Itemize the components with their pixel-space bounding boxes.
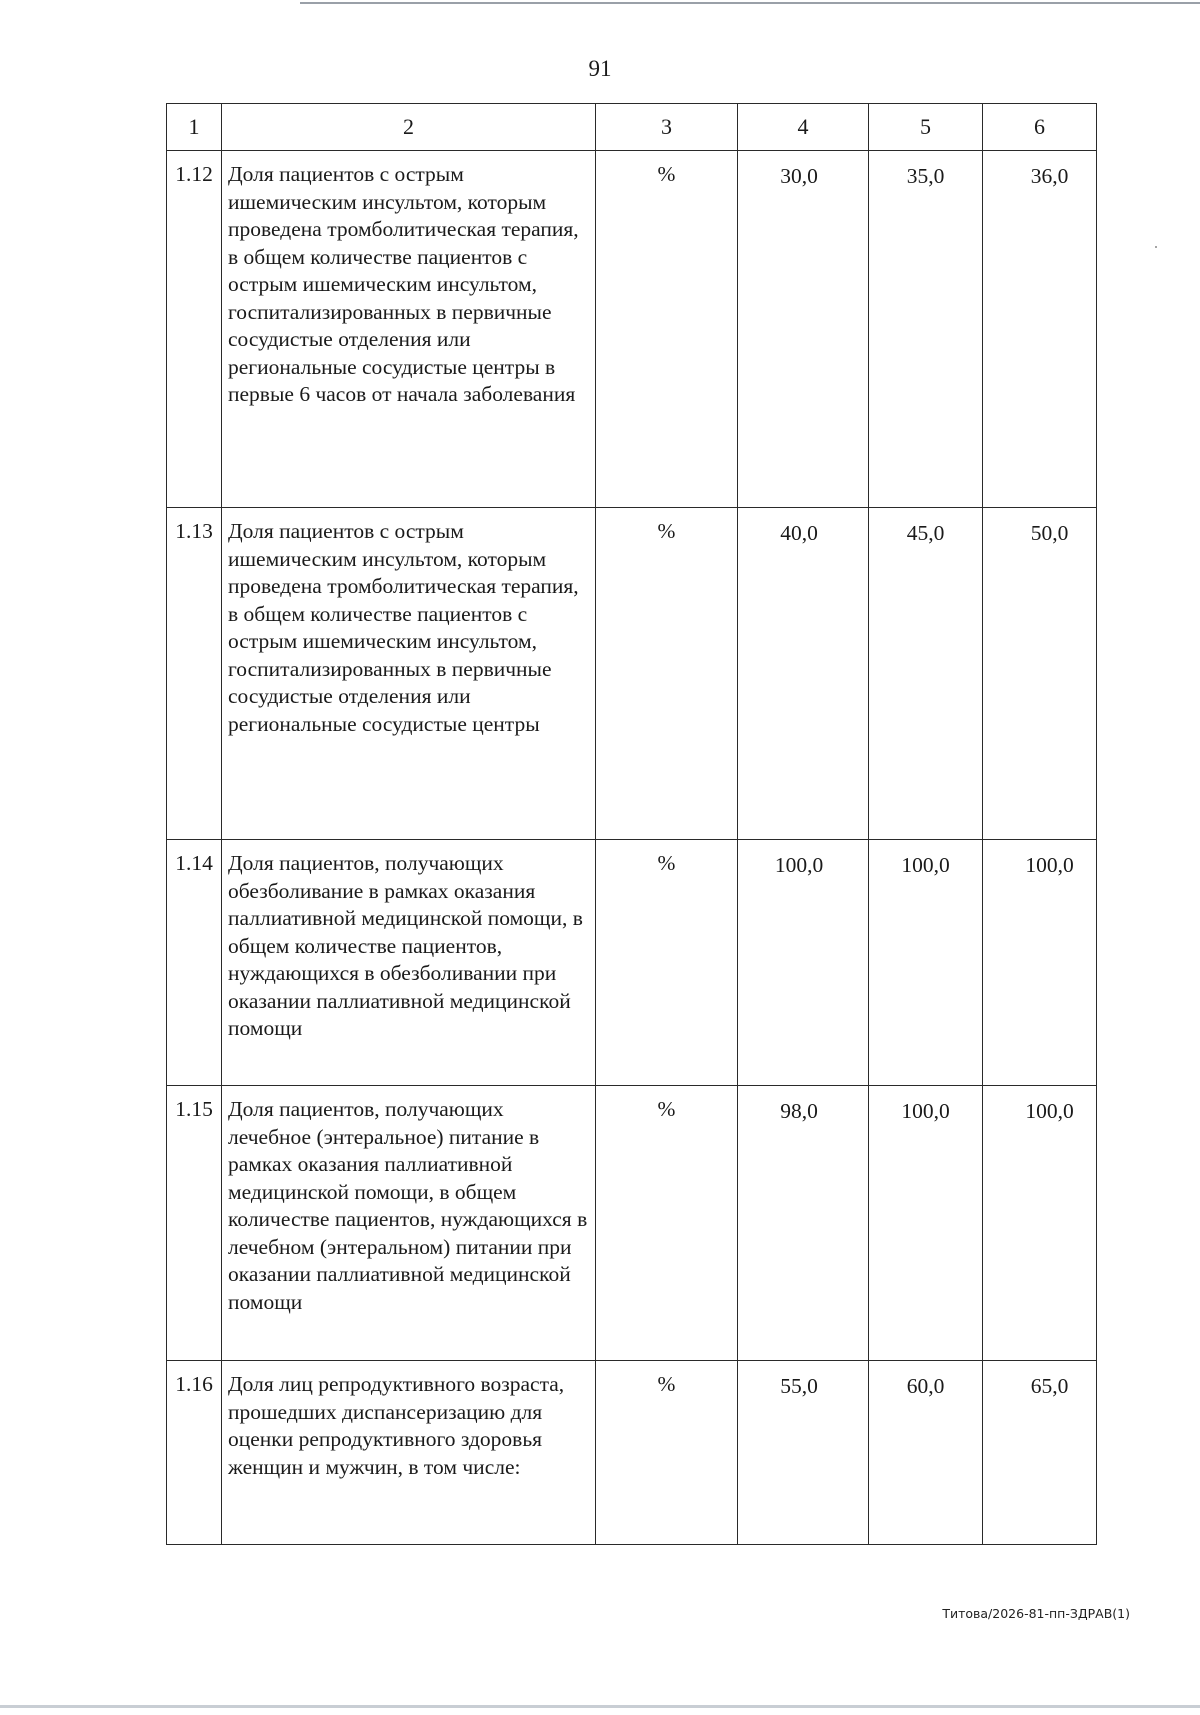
row-value-col6: 100,0 (983, 1086, 1097, 1361)
header-cell: 4 (738, 104, 869, 151)
scan-speck (1155, 246, 1157, 248)
row-value-col4: 55,0 (738, 1361, 869, 1545)
row-description: Доля пациентов, получающих обезболивание в рамках оказания паллиативной медицинской помощи, в общем количестве пациентов, нуждающихся в обезболивании при оказании паллиативной медицинской помощи (222, 840, 596, 1086)
row-description: Доля пациентов, получающих лечебное (энтеральное) питание в рамках оказания паллиативной медицинской помощи, в общем количестве пациентов, нуждающихся в лечебном (энтеральном) питании при оказании паллиативной медицинской помощи (222, 1086, 596, 1361)
row-value-col5: 100,0 (869, 1086, 983, 1361)
scan-edge-bottom (0, 1705, 1200, 1708)
table-row (167, 508, 1097, 840)
table-row (167, 151, 1097, 508)
table-row (167, 1086, 1097, 1361)
row-value-col4: 40,0 (738, 508, 869, 840)
row-value-col5: 35,0 (869, 151, 983, 508)
row-description: Доля лиц репродуктивного возраста, прошедших диспансеризацию для оценки репродуктивного здоровья женщин и мужчин, в том числе: (222, 1361, 596, 1545)
row-number: 1.14 (167, 840, 222, 1086)
header-cell: 3 (596, 104, 738, 151)
row-number: 1.15 (167, 1086, 222, 1361)
header-cell: 6 (983, 104, 1097, 151)
row-number: 1.12 (167, 151, 222, 508)
header-cell: 1 (167, 104, 222, 151)
table-header-row (167, 104, 1097, 151)
row-unit: % (596, 1361, 738, 1545)
row-value-col5: 100,0 (869, 840, 983, 1086)
row-value-col6: 100,0 (983, 840, 1097, 1086)
row-description: Доля пациентов с острым ишемическим инсультом, которым проведена тромболитическая терапия, в общем количестве пациентов с острым ишемическим инсультом, госпитализированных в первичные сосудистые отделения или региональные сосудистые центры в первые 6 часов от начала заболевания (222, 151, 596, 508)
row-unit: % (596, 508, 738, 840)
scan-edge-top (300, 2, 1200, 4)
row-number: 1.13 (167, 508, 222, 840)
row-description: Доля пациентов с острым ишемическим инсультом, которым проведена тромболитическая терапия, в общем количестве пациентов с острым ишемическим инсультом, госпитализированных в первичные сосудистые отделения или региональные сосудистые центры (222, 508, 596, 840)
indicators-table (166, 103, 1097, 1545)
row-unit: % (596, 840, 738, 1086)
row-value-col5: 60,0 (869, 1361, 983, 1545)
row-unit: % (596, 1086, 738, 1361)
row-value-col6: 65,0 (983, 1361, 1097, 1545)
header-cell: 2 (222, 104, 596, 151)
header-cell: 5 (869, 104, 983, 151)
row-value-col6: 50,0 (983, 508, 1097, 840)
row-unit: % (596, 151, 738, 508)
row-value-col6: 36,0 (983, 151, 1097, 508)
table-row (167, 1361, 1097, 1545)
row-number: 1.16 (167, 1361, 222, 1545)
row-value-col4: 30,0 (738, 151, 869, 508)
row-value-col4: 100,0 (738, 840, 869, 1086)
row-value-col5: 45,0 (869, 508, 983, 840)
table-row (167, 840, 1097, 1086)
page-number: 91 (588, 56, 612, 81)
row-value-col4: 98,0 (738, 1086, 869, 1361)
document-footer-code: Титова/2026-81-пп-ЗДРАВ(1) (942, 1606, 1130, 1621)
